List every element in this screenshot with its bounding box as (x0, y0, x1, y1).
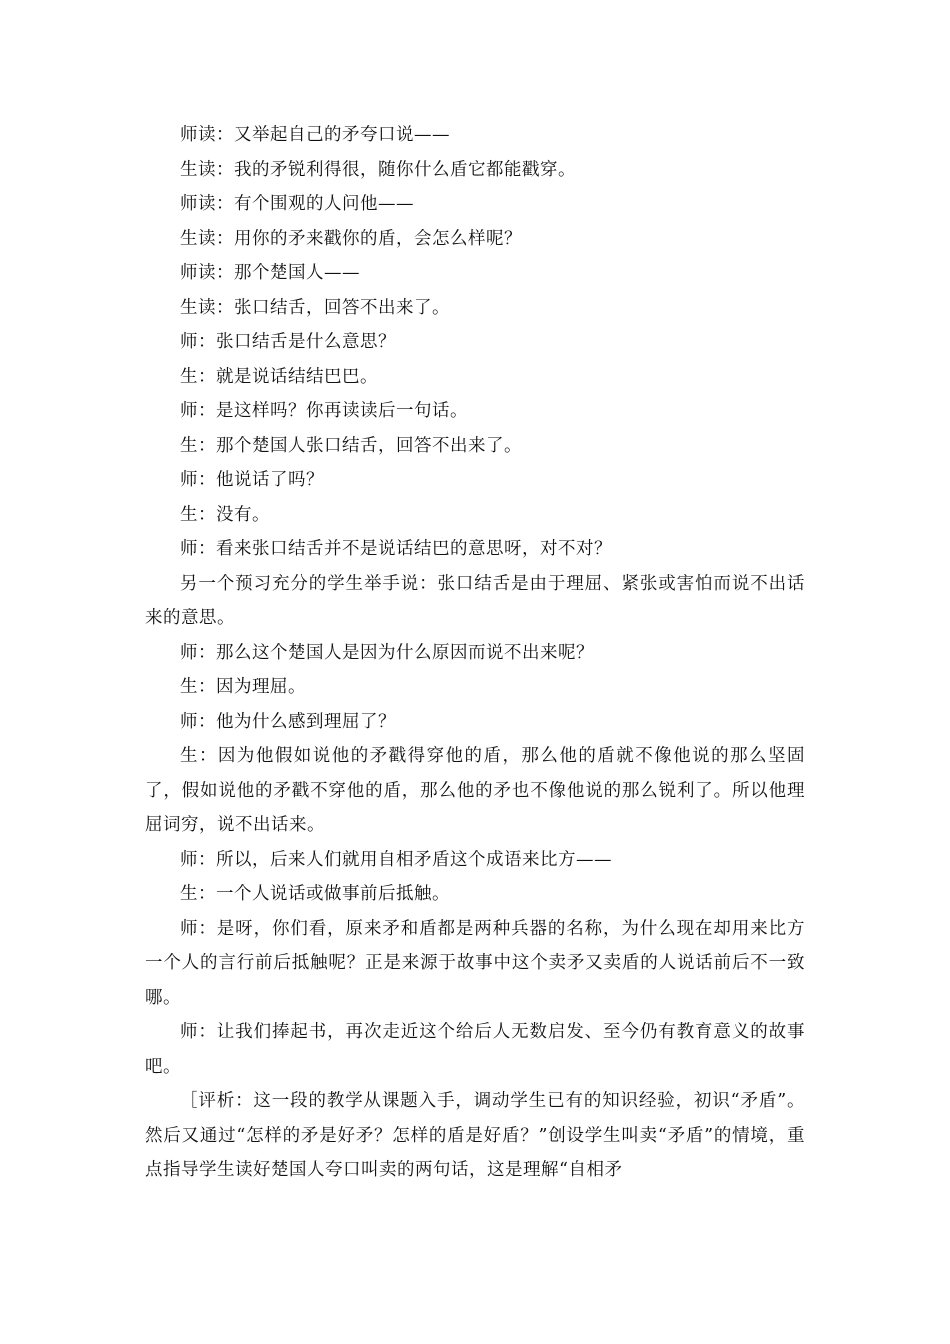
paragraph: 师：是呀，你们看，原来矛和盾都是两种兵器的名称，为什么现在却用来比方一个人的言行前后抵触呢？正是来源于故事中这个卖矛又卖盾的人说话前后不一致哪。 (145, 918, 805, 1008)
paragraph: 生：因为他假如说他的矛戳得穿他的盾，那么他的盾就不像他说的那么坚固了，假如说他的矛戳不穿他的盾，那么他的矛也不像他说的那么锐利了。所以他理屈词穷，说不出话来。 (145, 746, 805, 835)
paragraph: 师：张口结舌是什么意思？ (180, 332, 396, 352)
paragraph: 生读：张口结舌，回答不出来了。 (180, 297, 450, 318)
paragraph: 生：就是说话结结巴巴。 (180, 366, 378, 387)
paragraph: 师：让我们捧起书，再次走近这个给后人无数启发、至今仍有教育意义的故事吧。 (145, 1022, 805, 1077)
paragraph: 生：没有。 (180, 504, 270, 525)
paragraph: 师：看来张口结舌并不是说话结巴的意思呀，对不对？ (180, 539, 612, 559)
paragraph: 生：因为理屈。 (180, 677, 306, 697)
paragraph: 师：是这样吗？你再读读后一句话。 (180, 401, 468, 421)
paragraph: 另一个预习充分的学生举手说：张口结舌是由于理屈、紧张或害怕而说不出话来的意思。 (145, 573, 805, 628)
paragraph: 师：所以，后来人们就用自相矛盾这个成语来比方—— (180, 849, 612, 870)
paragraph: 师读：那个楚国人—— (180, 263, 360, 283)
paragraph: 师：他说话了吗？ (180, 470, 324, 490)
paragraph: 师：他为什么感到理屈了？ (180, 711, 396, 732)
paragraph: 师读：有个围观的人问他—— (180, 194, 414, 214)
paragraph: 师读：又举起自己的矛夸口说—— (180, 125, 450, 145)
paragraph: 师：那么这个楚国人是因为什么原因而说不出来呢？ (180, 642, 594, 663)
paragraph: 生：一个人说话或做事前后抵触。 (180, 884, 450, 904)
commentary-paragraph: ［评析：这一段的教学从课题入手，调动学生已有的知识经验，初识“矛盾”。然后又通过“怎样的矛是好矛？怎样的盾是好盾？”创设学生叫卖“矛盾”的情境，重点指导学生读好楚国人夸口叫卖的两句话，这是理解“自相矛 (145, 1091, 805, 1180)
document-body (145, 118, 805, 1188)
paragraph: 生读：我的矛锐利得很，随你什么盾它都能戳穿。 (180, 159, 576, 180)
paragraph: 生读：用你的矛来戳你的盾，会怎么样呢？ (180, 228, 522, 249)
paragraph: 生：那个楚国人张口结舌，回答不出来了。 (180, 435, 522, 456)
